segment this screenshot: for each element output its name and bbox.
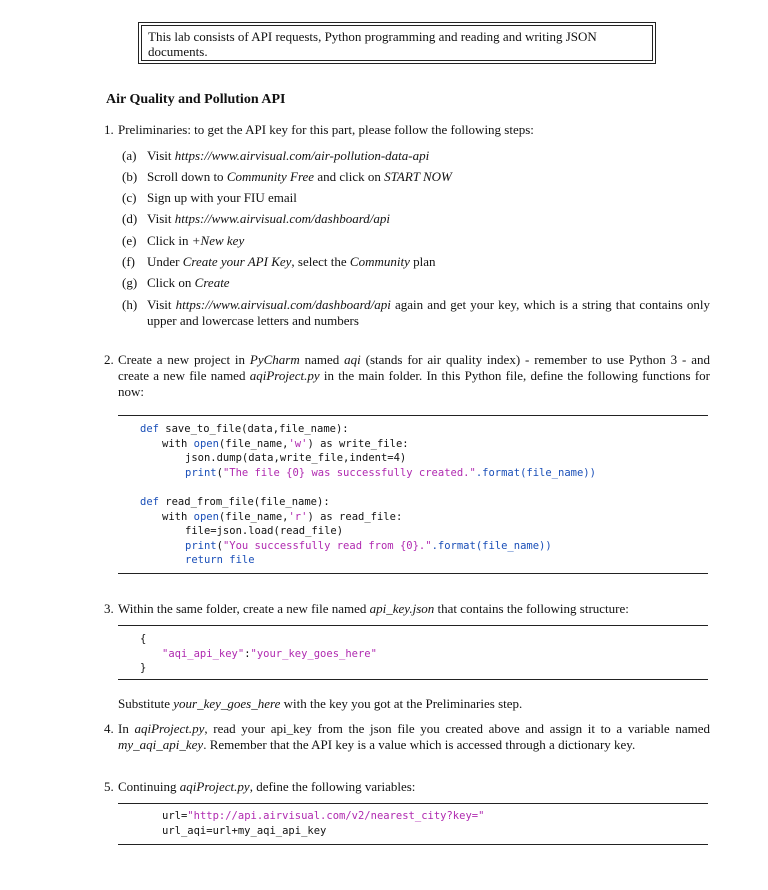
step-f (122, 254, 710, 270)
item-emphasis: aqiProject.py (249, 368, 320, 383)
step-text: and click on (314, 169, 385, 184)
code-line: file=json.load(read_file) (185, 525, 344, 537)
step-link[interactable]: https://www.airvisual.com/dashboard/api (174, 211, 391, 226)
item-4 (104, 721, 710, 753)
item-emphasis: PyCharm (249, 352, 300, 367)
item-5 (104, 779, 710, 795)
code-line: def read_from_file(file_name): (140, 496, 330, 508)
item-emphasis: my_aqi_api_key (118, 737, 204, 752)
item-1 (104, 122, 710, 138)
item-text: that contains the following structure: (434, 601, 629, 616)
section-title: Air Quality and Pollution API (106, 92, 286, 107)
step-emphasis: Create your API Key (182, 254, 292, 269)
code-line: print("The file {0} was successfully created.".format(file_name)) (185, 467, 596, 479)
substitute-paragraph (118, 696, 710, 712)
step-label: (c) (122, 190, 137, 205)
item-3 (104, 601, 710, 617)
para-text: with the key you got at the Preliminaries step. (280, 696, 523, 711)
item-number: 1. (104, 122, 114, 137)
step-label: (f) (122, 254, 135, 269)
step-b (122, 169, 710, 185)
para-emphasis: your_key_goes_here (173, 696, 281, 711)
step-label: (d) (122, 211, 138, 226)
step-link[interactable]: https://www.airvisual.com/air-pollution-data-api (174, 148, 430, 163)
item-text: Continuing (118, 779, 180, 794)
code-line: with open(file_name,'w') as write_file: (162, 438, 409, 450)
item-1-text: Preliminaries: to get the API key for this part, please follow the following steps: (118, 122, 534, 137)
step-text: Click in (147, 233, 192, 248)
item-emphasis: api_key.json (369, 601, 435, 616)
intro-text: This lab consists of API requests, Python programming and reading and writing JSON documents. (141, 25, 653, 61)
step-text: Sign up with your FIU email (147, 190, 297, 205)
step-g (122, 275, 710, 291)
code-block-variables (118, 803, 708, 845)
step-e (122, 233, 710, 249)
item-text: In (118, 721, 135, 736)
step-emphasis: Create (194, 275, 230, 290)
item-number: 5. (104, 779, 114, 794)
code-line: with open(file_name,'r') as read_file: (162, 511, 403, 523)
code-line: url="http://api.airvisual.com/v2/nearest_city?key=" (162, 810, 485, 822)
step-label: (b) (122, 169, 138, 184)
step-label: (g) (122, 275, 138, 290)
item-emphasis: aqiProject.py (179, 779, 250, 794)
step-c (122, 190, 710, 206)
step-link[interactable]: https://www.airvisual.com/dashboard/api (175, 297, 391, 312)
item-text: in the main folder. In this Python file, define the following functions for now: (118, 368, 710, 399)
item-text: Create a new project in (118, 352, 250, 367)
step-label: (e) (122, 233, 137, 248)
code-line: "aqi_api_key":"your_key_goes_here" (162, 648, 377, 660)
code-line: return file (185, 554, 255, 566)
code-line: json.dump(data,write_file,indent=4) (185, 452, 407, 464)
code-block-functions (118, 415, 708, 574)
step-text: plan (409, 254, 436, 269)
item-text: . Remember that the API key is a value which is accessed through a dictionary key. (203, 737, 636, 752)
step-emphasis: START NOW (384, 169, 452, 184)
step-text: again and get your key, which is a string that contains only upper and lowercase letters and numbers (147, 297, 710, 328)
code-line: } (140, 662, 147, 674)
para-text: Substitute (118, 696, 174, 711)
item-emphasis: aqi (344, 352, 361, 367)
item-text: named (299, 352, 345, 367)
item-text: (stands for air quality index) - remember to use Python 3 - and create a new file named (118, 352, 711, 383)
code-line: url_aqi=url+my_aqi_api_key (162, 825, 327, 837)
item-text: Within the same folder, create a new file named (118, 601, 370, 616)
step-a (122, 148, 710, 164)
item-text: , define the following variables: (249, 779, 416, 794)
item-number: 4. (104, 721, 114, 736)
item-number: 3. (104, 601, 114, 616)
item-emphasis: aqiProject.py (134, 721, 205, 736)
step-text: Visit (147, 297, 176, 312)
item-number: 2. (104, 352, 114, 367)
step-d (122, 211, 710, 227)
step-text: Scroll down to (147, 169, 227, 184)
step-h (122, 297, 710, 329)
step-text: Visit (147, 211, 175, 226)
code-line: def save_to_file(data,file_name): (140, 423, 349, 435)
code-block-json (118, 625, 708, 680)
code-line: print("You successfully read from {0}.".format(file_name)) (185, 540, 552, 552)
step-text: , select the (291, 254, 350, 269)
step-label: (h) (122, 297, 138, 312)
step-text: Under (147, 254, 183, 269)
step-emphasis: Community (349, 254, 410, 269)
intro-box (138, 22, 656, 64)
step-text: Click on (147, 275, 195, 290)
item-2 (104, 352, 710, 400)
step-emphasis: +New key (191, 233, 245, 248)
item-text: , read your api_key from the json file you created above and assign it to a variable named (204, 721, 710, 736)
code-line: { (140, 633, 147, 645)
step-emphasis: Community Free (226, 169, 315, 184)
step-label: (a) (122, 148, 137, 163)
step-text: Visit (147, 148, 175, 163)
